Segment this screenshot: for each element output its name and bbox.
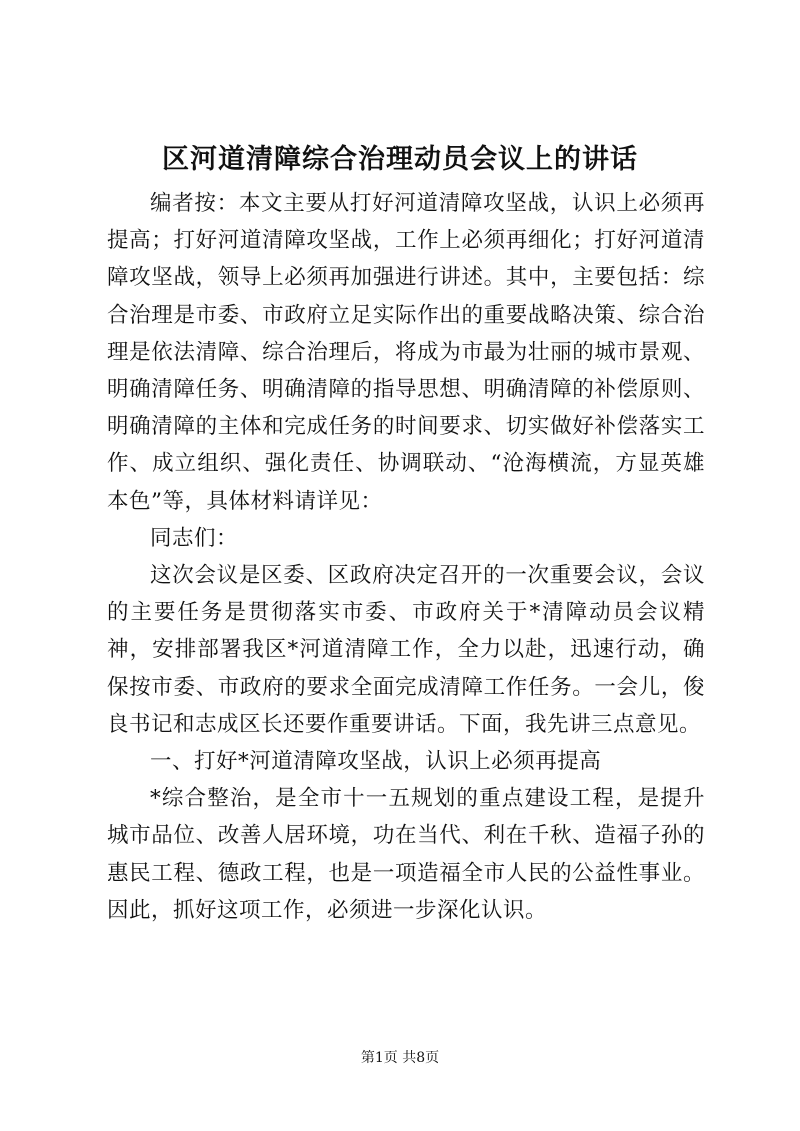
salutation-paragraph: 同志们： bbox=[150, 525, 239, 551]
section-heading: 一、打好*河道清障攻坚战，认识上必须再提高 bbox=[150, 749, 602, 775]
document-body bbox=[107, 185, 705, 929]
body-paragraph: 这次会议是区委、区政府决定召开的一次重要会议，会议的主要任务是贯彻落实市委、市政府关于*清障动员会议精神，安排部署我区*河道清障工作，全力以赴，迅速行动，确保按市委、市政府的要求全面完成清障工作任务。一会儿，俊良书记和志成区长还要作重要讲话。下面，我先讲三点意见。 bbox=[107, 563, 705, 737]
page-number-footer: 第1页 共8页 bbox=[360, 1050, 440, 1066]
body-paragraph: *综合整治，是全市十一五规划的重点建设工程，是提升城市品位、改善人居环境，功在当代、利在千秋、造福子孙的惠民工程、德政工程，也是一项造福全市人民的公益性事业。因此，抓好这项工作，必须进一步深化认识。 bbox=[107, 786, 705, 923]
editor-note-paragraph: 编者按：本文主要从打好河道清障攻坚战，认识上必须再提高；打好河道清障攻坚战，工作上必须再细化；打好河道清障攻坚战，领导上必须再加强进行讲述。其中，主要包括：综合治理是市委、市政府立足实际作出的重要战略决策、综合治理是依法清障、综合治理后，将成为市最为壮丽的城市景观、明确清障任务、明确清障的指导思想、明确清障的补偿原则、明确清障的主体和完成任务的时间要求、切实做好补偿落实工作、成立组织、强化责任、协调联动、“沧海横流，方显英雄本色”等，具体材料请详见： bbox=[107, 191, 705, 514]
document-title: 区河道清障综合治理动员会议上的讲话 bbox=[162, 144, 638, 175]
